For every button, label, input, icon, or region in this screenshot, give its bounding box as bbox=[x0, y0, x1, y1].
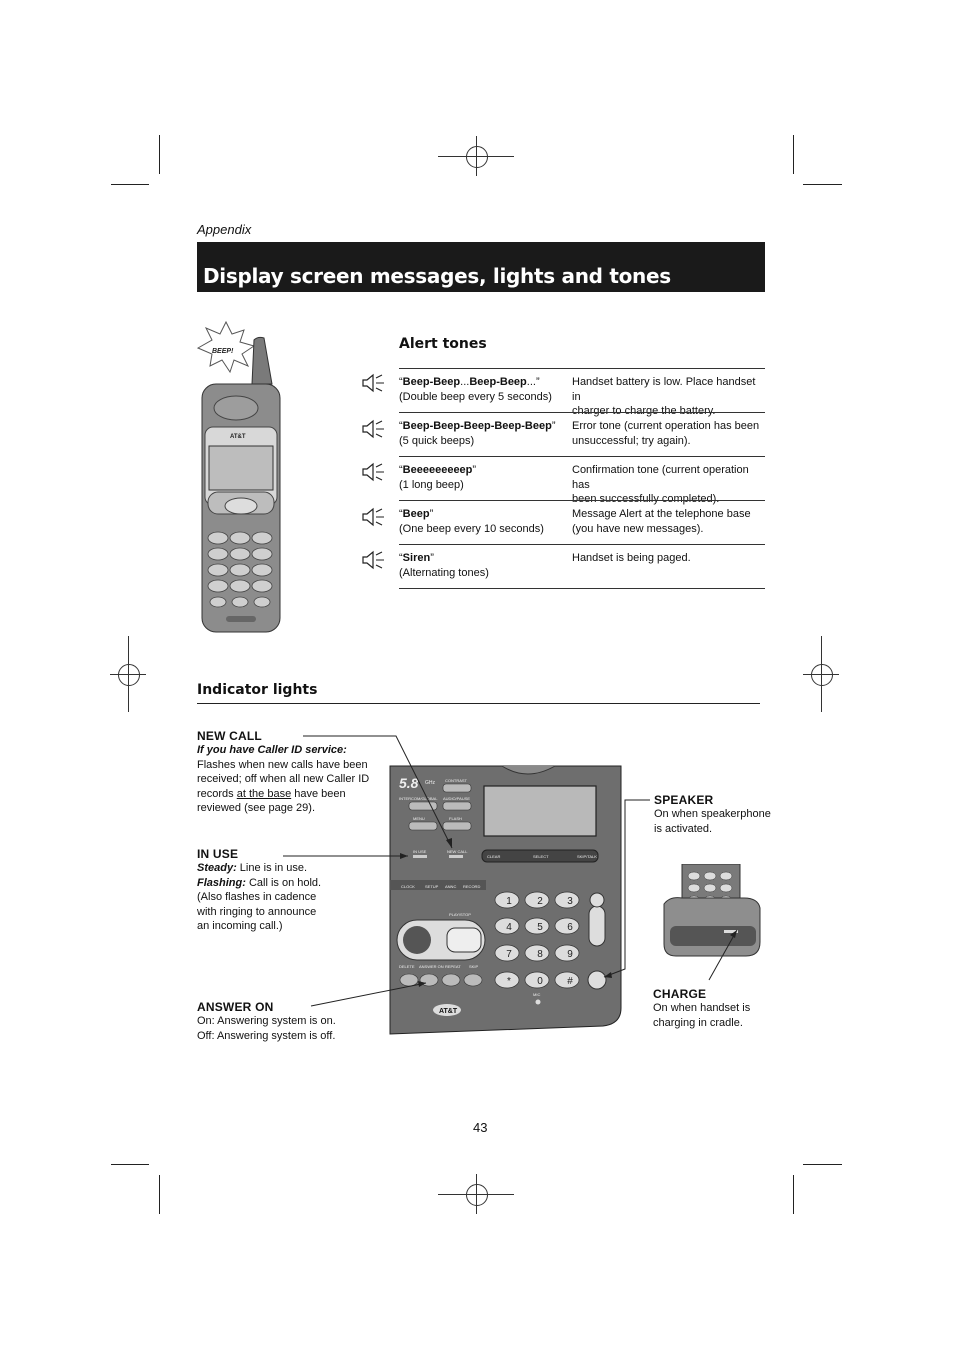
indicator-lights-heading: Indicator lights bbox=[197, 682, 318, 698]
in-use-line: with ringing to announce bbox=[197, 905, 317, 918]
base-button-label: AUDIO/PAUSE bbox=[443, 796, 471, 801]
base-bottom-label: SKIP bbox=[469, 964, 479, 969]
tone-description-line: (you have new messages). bbox=[572, 522, 704, 535]
base-ghz: GHz bbox=[425, 780, 435, 786]
tone-detail: (Alternating tones) bbox=[399, 566, 489, 579]
in-use-key: Steady: bbox=[197, 862, 237, 874]
tone-name: “Beep-Beep...Beep-Beep...” (Double beep every 5 seconds) bbox=[399, 376, 552, 403]
base-tab-label: RECORD bbox=[463, 884, 481, 889]
base-button-label: FLASH bbox=[449, 816, 462, 821]
base-key-digit: # bbox=[567, 976, 573, 987]
tone-detail: (Double beep every 5 seconds) bbox=[399, 390, 552, 403]
tone-name: “Beep-Beep-Beep-Beep-Beep” (5 quick beeps) bbox=[399, 420, 556, 447]
base-key-digit: 9 bbox=[567, 949, 573, 960]
base-playstop-label: PLAY/STOP bbox=[449, 912, 471, 917]
tone-description-line: Error tone (current operation has been bbox=[572, 420, 760, 432]
tone-name-sep: ... bbox=[460, 376, 470, 388]
base-bottom-label: DELETE bbox=[399, 964, 415, 969]
base-tab-label: SETUP bbox=[425, 884, 439, 889]
base-key-digit: 2 bbox=[537, 896, 543, 907]
base-nav-label: SKIP/TALK bbox=[577, 854, 597, 859]
in-use-label: IN USE bbox=[197, 847, 239, 861]
tone-name: “Beep” (One beep every 10 seconds) bbox=[399, 508, 544, 535]
tone-name-bold: Beep-Beep bbox=[469, 376, 527, 388]
tone-detail: (5 quick beeps) bbox=[399, 434, 475, 447]
in-use-key: Flashing: bbox=[197, 876, 246, 889]
base-button-label: INTERCOM/GLOBAL bbox=[399, 796, 438, 801]
base-nav-label: CLEAR bbox=[487, 854, 501, 859]
base-key-digit: 7 bbox=[506, 949, 512, 960]
speaker-line: On when speakerphone bbox=[654, 808, 771, 820]
charge-line: charging in cradle. bbox=[653, 1016, 743, 1029]
in-use-led-label: IN USE bbox=[413, 849, 427, 854]
base-logo: 5.8 bbox=[399, 775, 419, 791]
new-call-subheading: If you have Caller ID service: bbox=[197, 744, 347, 756]
base-bottom-label: REPEAT bbox=[445, 964, 461, 969]
in-use-line: an incoming call.) bbox=[197, 920, 283, 933]
page-number: 43 bbox=[473, 1120, 488, 1135]
tone-name-bold: Siren bbox=[402, 552, 431, 564]
base-key-digit: 4 bbox=[506, 922, 512, 933]
base-key-digit: 3 bbox=[567, 896, 573, 907]
section-label: Appendix bbox=[197, 222, 252, 237]
answer-on-label: ANSWER ON bbox=[197, 1000, 274, 1014]
new-call-text: have been bbox=[291, 787, 346, 800]
answer-on-line: Off: Answering system is off. bbox=[197, 1029, 336, 1042]
base-tab-label: ANNC bbox=[445, 884, 457, 889]
page-title: Display screen messages, lights and tones bbox=[203, 264, 671, 288]
speaker-label: SPEAKER bbox=[654, 793, 714, 807]
tone-description-line: Confirmation tone (current operation has bbox=[572, 464, 749, 491]
base-key-digit: 1 bbox=[506, 896, 512, 907]
base-key-digit: 6 bbox=[567, 922, 573, 933]
charge-label: CHARGE bbox=[653, 987, 707, 1001]
tone-name-sep: ... bbox=[526, 376, 536, 388]
tone-detail: (1 long beep) bbox=[399, 478, 464, 491]
base-tab-label: CLOCK bbox=[401, 884, 415, 889]
base-button-label: MENU bbox=[413, 816, 425, 821]
alert-tones-heading: Alert tones bbox=[399, 336, 487, 352]
new-call-label: NEW CALL bbox=[197, 729, 262, 743]
tone-detail: (One beep every 10 seconds) bbox=[399, 522, 544, 535]
base-button-label: CONTRAST bbox=[445, 778, 467, 783]
tone-description-line: Handset is being paged. bbox=[572, 552, 691, 564]
tone-name-bold: Beeeeeeeeep bbox=[402, 464, 473, 476]
tone-description-line: charger to charge the battery. bbox=[572, 405, 716, 417]
base-bottom-label: ANSWER ON bbox=[419, 964, 444, 969]
base-key-digit: 5 bbox=[537, 922, 543, 933]
new-call-text: records bbox=[197, 787, 237, 800]
tone-description-line: Message Alert at the telephone base bbox=[572, 508, 751, 520]
beep-burst-text: BEEP! bbox=[212, 348, 234, 355]
charge-line: On when handset is bbox=[653, 1002, 751, 1014]
tone-name: “Beeeeeeeeep” (1 long beep) bbox=[399, 464, 477, 491]
base-key-digit: * bbox=[507, 976, 511, 987]
tone-description-line: Handset battery is low. Place handset in bbox=[572, 376, 756, 403]
in-use-value: Call is on hold. bbox=[245, 876, 322, 889]
mic-label: MIC bbox=[533, 992, 541, 997]
base-key-digit: 0 bbox=[537, 976, 543, 987]
new-call-line: Flashes when new calls have been bbox=[197, 758, 368, 771]
new-call-line: received; off when all new Caller ID bbox=[197, 773, 370, 786]
tone-name: “Siren” (Alternating tones) bbox=[399, 552, 489, 579]
handset-brand: AT&T bbox=[230, 434, 246, 440]
tone-name-bold: Beep bbox=[402, 508, 430, 520]
new-call-led-label: NEW CALL bbox=[447, 849, 468, 854]
tone-description-line: unsuccessful; try again). bbox=[572, 434, 691, 447]
base-nav-label: SELECT bbox=[533, 854, 549, 859]
new-call-underlined: at the base bbox=[236, 787, 292, 800]
new-call-line: reviewed (see page 29). bbox=[197, 802, 316, 815]
in-use-value: Line is in use. bbox=[236, 862, 308, 874]
answer-on-line: On: Answering system is on. bbox=[197, 1015, 336, 1027]
tone-name-bold: Beep-Beep-Beep-Beep-Beep bbox=[402, 420, 552, 432]
tone-description-line: been successfully completed). bbox=[572, 493, 720, 505]
base-brand: AT&T bbox=[439, 1008, 458, 1015]
speaker-line: is activated. bbox=[654, 822, 713, 835]
tone-name-bold: Beep-Beep bbox=[402, 376, 461, 388]
base-key-digit: 8 bbox=[537, 949, 543, 960]
in-use-line: (Also flashes in cadence bbox=[197, 891, 317, 904]
